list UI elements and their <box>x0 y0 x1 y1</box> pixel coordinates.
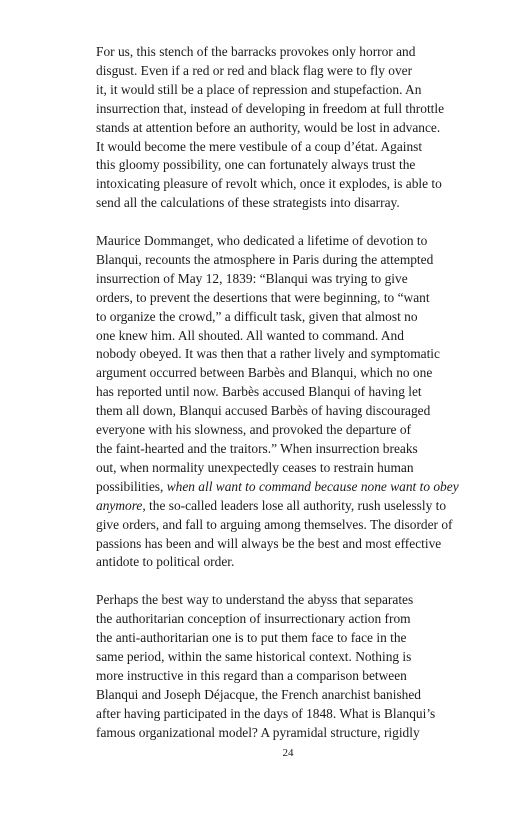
text-line: send all the calculations of these strategists into disarray. <box>96 195 400 211</box>
text-column <box>96 43 482 761</box>
text-line: antidote to political order. <box>96 554 235 570</box>
text-line: the faint-hearted and the traitors.” When insurrection breaks <box>96 441 418 457</box>
text-line: more instructive in this regard than a comparison between <box>96 667 407 683</box>
text-line: insurrection of May 12, 1839: “Blanqui was trying to give <box>96 270 408 286</box>
text-line: this gloomy possibility, one can fortunately always trust the <box>96 157 416 173</box>
text-line: them all down, Blanqui accused Barbès of having discouraged <box>96 403 431 419</box>
page-number: 24 <box>282 747 294 759</box>
plain-text: possibilities, <box>96 478 167 494</box>
text-line: everyone with his slowness, and provoked the departure of <box>96 422 411 438</box>
text-line: stands at attention before an authority, would be lost in advance. <box>96 119 441 135</box>
paragraph-3 <box>96 591 482 742</box>
text-line: Blanqui and Joseph Déjacque, the French anarchist banished <box>96 686 421 702</box>
text-line: intoxicating pleasure of revolt which, once it explodes, is able to <box>96 176 442 192</box>
text-line-with-italic <box>96 497 482 516</box>
text-line: orders, to prevent the desertions that were beginning, to “want <box>96 289 430 305</box>
text-line: to organize the crowd,” a difficult task, given that almost no <box>96 308 418 324</box>
italic-quote: when all want to command because none want to obey <box>166 478 459 494</box>
text-line: one knew him. All shouted. All wanted to command. And <box>96 327 404 343</box>
text-line: Blanqui, recounts the atmosphere in Paris during the attempted <box>96 251 434 267</box>
text-line: nobody obeyed. It was then that a rather lively and symptomatic <box>96 346 440 362</box>
paragraph-1 <box>96 43 482 213</box>
text-line: Maurice Dommanget, who dedicated a lifetime of devotion to <box>96 233 428 249</box>
text-line: after having participated in the days of 1848. What is Blanqui’s <box>96 705 436 721</box>
text-line: passions has been and will always be the best and most effective <box>96 535 442 551</box>
text-line: For us, this stench of the barracks provokes only horror and <box>96 44 416 59</box>
text-line: Perhaps the best way to understand the abyss that separates <box>96 592 414 608</box>
text-line-with-italic <box>96 478 482 497</box>
text-line: argument occurred between Barbès and Blanqui, which no one <box>96 365 433 381</box>
text-line: famous organizational model? A pyramidal structure, rigidly <box>96 724 420 740</box>
italic-quote: anymore <box>96 497 143 513</box>
text-line: it, it would still be a place of repression and stupefaction. An <box>96 81 422 97</box>
text-line: out, when normality unexpectedly ceases to restrain human <box>96 459 414 475</box>
text-line: disgust. Even if a red or red and black flag were to fly over <box>96 62 413 78</box>
text-line: give orders, and fall to arguing among themselves. The disorder of <box>96 516 453 532</box>
text-line: the authoritarian conception of insurrectionary action from <box>96 611 411 627</box>
text-line: same period, within the same historical context. Nothing is <box>96 648 412 664</box>
plain-text: , the so-called leaders lose all authority, rush uselessly to <box>142 497 447 513</box>
text-line: the anti-authoritarian one is to put them face to face in the <box>96 630 407 646</box>
text-line: insurrection that, instead of developing in freedom at full throttle <box>96 100 445 116</box>
paragraph-2 <box>96 232 482 572</box>
text-line: has reported until now. Barbès accused Blanqui of having let <box>96 384 422 400</box>
text-line: It would become the mere vestibule of a coup d’état. Against <box>96 138 423 154</box>
